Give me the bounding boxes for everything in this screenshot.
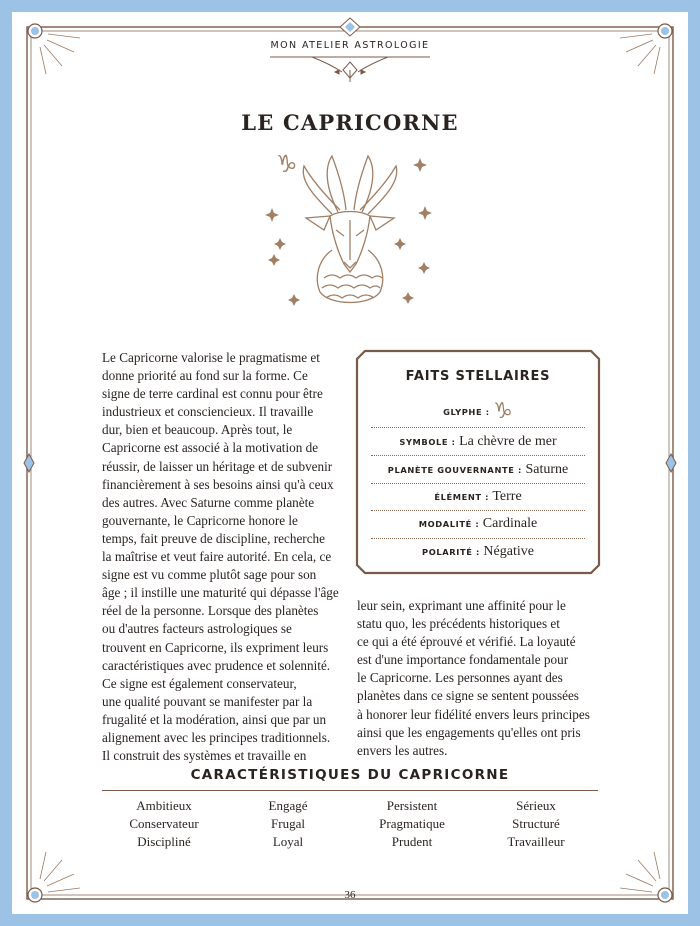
fact-label: ÉLÉMENT :: [434, 492, 490, 502]
trait-item: Sérieux: [516, 798, 556, 813]
text-line: planètes dans ce signe se sentent poussées: [357, 688, 579, 704]
traits-divider: [102, 790, 598, 791]
stellar-facts-box: [357, 351, 599, 573]
text-line: Capricorne est associé à la motivation de: [102, 440, 319, 456]
fact-ruling-planet: [371, 462, 585, 478]
capricorn-glyph-icon: ♑: [276, 150, 298, 178]
text-line: est d'une importance fondamentale pour: [357, 652, 569, 668]
trait-item: Pragmatique: [379, 815, 445, 831]
sea-goat-illustration: [260, 150, 440, 315]
text-line: des autres. Avec Saturne comme planète: [102, 494, 315, 510]
text-line: industrieux et consciencieux. Il travaille: [102, 404, 314, 420]
trait-item: Engagé: [268, 798, 308, 813]
text-line: signe de terre cardinal est connu pour être: [102, 386, 323, 402]
text-line: temps, fait preuve de discipline, recherche: [102, 530, 325, 546]
traits-column: [350, 797, 474, 850]
text-line: frugalité et la modération, ainsi que par un: [102, 711, 327, 727]
fact-label: SYMBOLE :: [399, 437, 456, 447]
traits-column: [474, 797, 598, 850]
running-header: MON ATELIER ASTROLOGIE: [270, 40, 430, 51]
traits-grid: [102, 797, 598, 850]
text-line: dur, bien et beaucoup. Après tout, le: [102, 422, 293, 438]
text-line: Il construit des systèmes et travaille en: [102, 748, 307, 764]
page-number: 36: [344, 889, 356, 901]
text-line: statu quo, les précédents historiques et: [357, 616, 560, 632]
text-line: le Capricorne. Les personnes ayant des: [357, 670, 563, 686]
text-line: donne priorité au fond sur la forme. Ce: [102, 368, 308, 384]
fact-label: PLANÈTE GOUVERNANTE :: [387, 465, 522, 475]
trait-item: Conservateur: [129, 815, 199, 831]
fact-polarity: [371, 544, 585, 560]
text-line: gouvernante, le Capricorne honore le: [102, 512, 298, 528]
fact-label: POLARITÉ :: [422, 547, 480, 557]
fact-glyph: [371, 399, 585, 424]
fact-value: Cardinale: [482, 516, 538, 531]
text-line: financièrement à ses besoins ainsi qu'à ceux: [102, 476, 334, 492]
trait-item: Travailleur: [507, 833, 565, 849]
fact-value: La chèvre de mer: [459, 434, 557, 449]
fact-label: MODALITÉ :: [418, 519, 480, 529]
text-line: ainsi que les engagements qu'elles ont pris: [357, 724, 581, 740]
trait-item: Prudent: [391, 833, 433, 849]
text-line: envers les autres.: [357, 742, 448, 758]
text-line: caractéristiques avec prudence et solennité.: [102, 657, 331, 673]
fact-value: Terre: [492, 489, 522, 504]
text-line: ou d'autres facteurs astrologiques se: [102, 621, 292, 637]
page-title: LE CAPRICORNE: [241, 110, 459, 135]
text-line: âge ; il instille une maturité qui dépasse l'âge: [102, 585, 339, 601]
fact-symbol: [371, 434, 585, 450]
text-line: ce qui a été éprouvé et vérifié. La loyauté: [357, 634, 576, 650]
text-line: la maîtrise et veut faire autorité. En cela, ce: [102, 549, 332, 565]
text-line: réussir, de laisser un héritage et de subvenir: [102, 458, 333, 474]
text-line: leur sein, exprimant une affinité pour le: [357, 598, 566, 613]
fact-element: [371, 489, 585, 505]
facts-title: FAITS STELLAIRES: [405, 369, 551, 384]
trait-item: Loyal: [272, 833, 304, 849]
traits-title: CARACTÉRISTIQUES DU CAPRICORNE: [190, 767, 510, 783]
text-line: réel de la personne. Lorsque des planètes: [102, 603, 319, 619]
text-line: une qualité pouvant se manifester par la: [102, 693, 313, 709]
text-line: Ce signe est également conservateur,: [102, 675, 297, 691]
text-line: alignement avec les principes traditionnels.: [102, 729, 331, 745]
text-line: trouvent en Capricorne, ils expriment leurs: [102, 639, 329, 655]
fact-value: Saturne: [525, 462, 569, 477]
fact-value: Négative: [483, 544, 534, 559]
trait-item: Persistent: [386, 798, 438, 813]
text-line: signe est vu comme plutôt sage pour son: [102, 567, 317, 583]
trait-item: Frugal: [271, 815, 305, 831]
traits-column: [102, 797, 226, 850]
text-line: Le Capricorne valorise le pragmatisme et: [102, 350, 320, 365]
trait-item: Discipliné: [137, 833, 191, 849]
capricorn-glyph-icon: ♑: [493, 399, 513, 424]
body-text-right: [357, 597, 607, 760]
traits-column: [226, 797, 350, 850]
trait-item: Ambitieux: [136, 798, 192, 813]
text-line: à honorer leur fidélité envers leurs principes: [357, 706, 590, 722]
trait-item: Structuré: [512, 815, 560, 831]
fact-label: GLYPHE :: [443, 407, 490, 417]
fact-modality: [371, 516, 585, 532]
body-text-left: [102, 349, 352, 765]
